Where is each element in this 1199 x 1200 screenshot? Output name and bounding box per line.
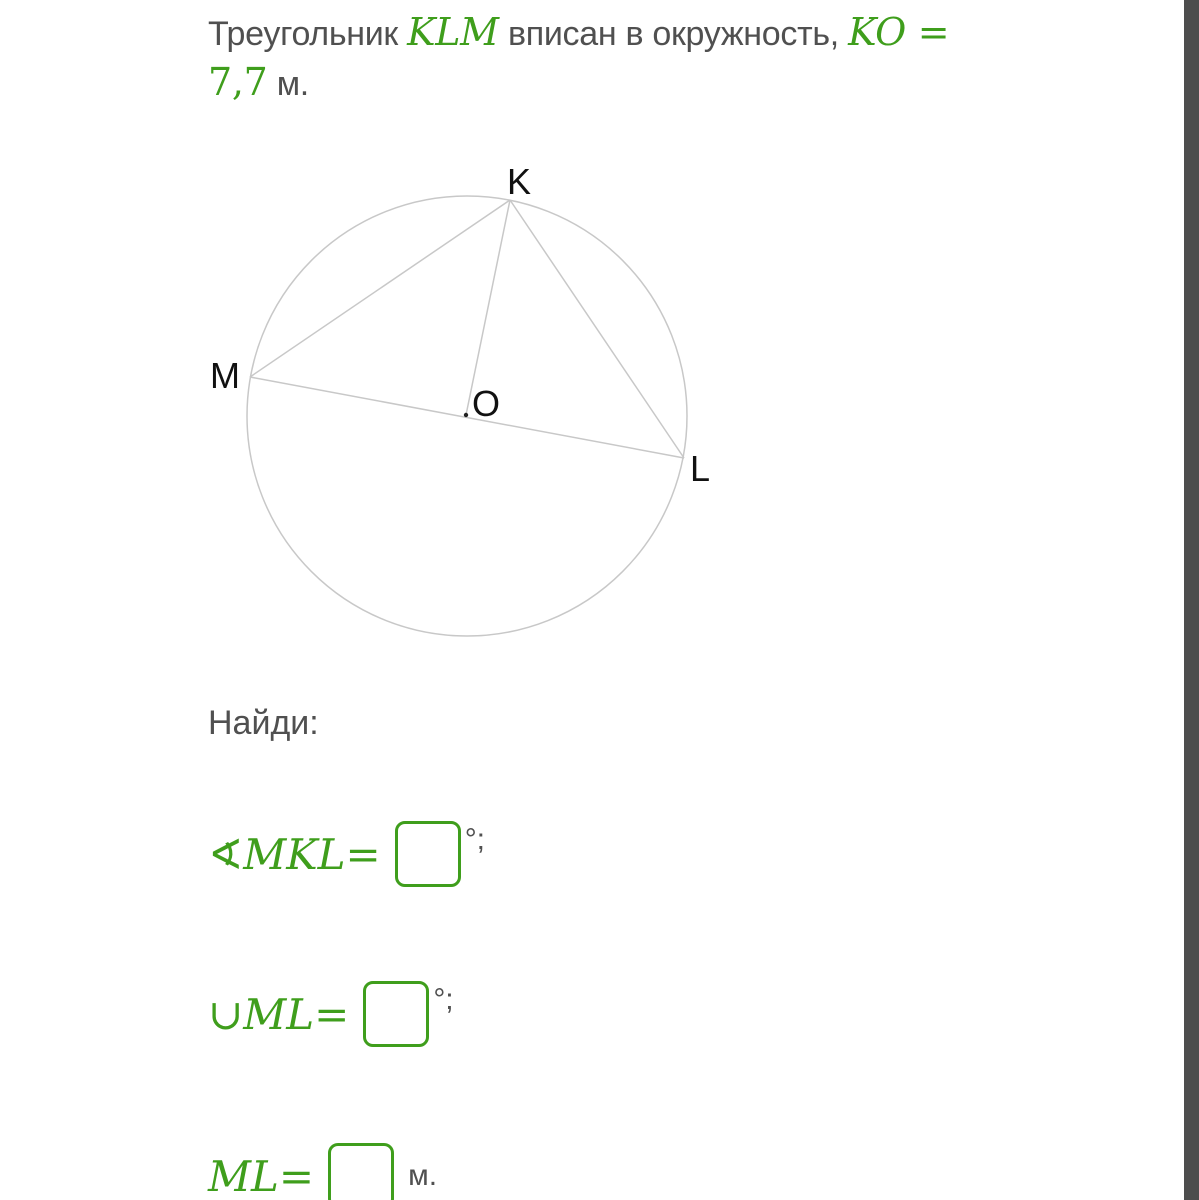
angle-expression: MKL xyxy=(243,829,346,879)
problem-statement-line-2 xyxy=(208,60,309,104)
find-label: Найди: xyxy=(208,704,319,742)
radius-equals: = xyxy=(905,10,950,54)
page-edge-bar xyxy=(1184,0,1199,1200)
center-point xyxy=(464,413,468,417)
angle-equals: = xyxy=(345,829,381,879)
answer-input-angle-mkl[interactable] xyxy=(395,821,461,887)
arc-expression: ML xyxy=(243,989,315,1039)
chord-expression: ML xyxy=(208,1151,279,1200)
vertex-label-k: K xyxy=(507,161,532,202)
radius-unit: м. xyxy=(267,65,309,103)
side-mk xyxy=(250,200,510,377)
arc-unit: °; xyxy=(433,983,454,1016)
angle-unit: °; xyxy=(464,823,486,856)
arc-equals: = xyxy=(314,989,350,1039)
answer-input-chord-ml[interactable] xyxy=(328,1143,394,1200)
vertex-label-m: M xyxy=(210,355,240,396)
radius-value: 7,7 xyxy=(208,60,268,104)
question-chord-ml xyxy=(208,1138,437,1200)
answer-input-arc-ml[interactable] xyxy=(363,981,429,1047)
radius-segment: KO xyxy=(848,10,906,54)
problem-statement-line-1 xyxy=(208,10,949,54)
problem-text-before: Треугольник xyxy=(208,15,408,53)
vertex-label-l: L xyxy=(690,448,711,489)
side-ml xyxy=(250,377,684,458)
arc-symbol: ∪ xyxy=(208,989,244,1039)
question-angle-mkl xyxy=(208,816,485,892)
circle-figure xyxy=(200,150,740,650)
triangle-name: KLM xyxy=(407,10,499,54)
center-label-o: O xyxy=(472,383,501,424)
chord-unit: м. xyxy=(408,1159,438,1192)
question-arc-ml xyxy=(208,976,454,1052)
angle-symbol: ∢ xyxy=(208,829,244,879)
chord-equals: = xyxy=(278,1151,315,1200)
problem-text-middle: вписан в окружность, xyxy=(498,15,849,53)
